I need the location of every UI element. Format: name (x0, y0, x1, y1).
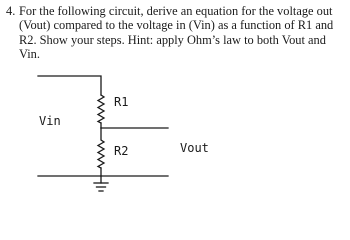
ground-icon (94, 183, 108, 191)
resistor-r2 (98, 128, 104, 168)
r2-label: R2 (114, 144, 129, 158)
wire-top-input (38, 76, 101, 95)
vin-label: Vin (39, 114, 61, 128)
question-text: For the following circuit, derive an equation for the voltage out (Vout) compared to the voltage in (Vin) as a function of R1 and R2. Show your steps. Hint: apply Ohm’s law to both Vout and Vin. (19, 4, 334, 61)
vout-label: Vout (180, 141, 209, 155)
r1-label: R1 (114, 95, 129, 109)
resistor-r1 (98, 95, 104, 123)
question-number: 4. (6, 4, 16, 18)
